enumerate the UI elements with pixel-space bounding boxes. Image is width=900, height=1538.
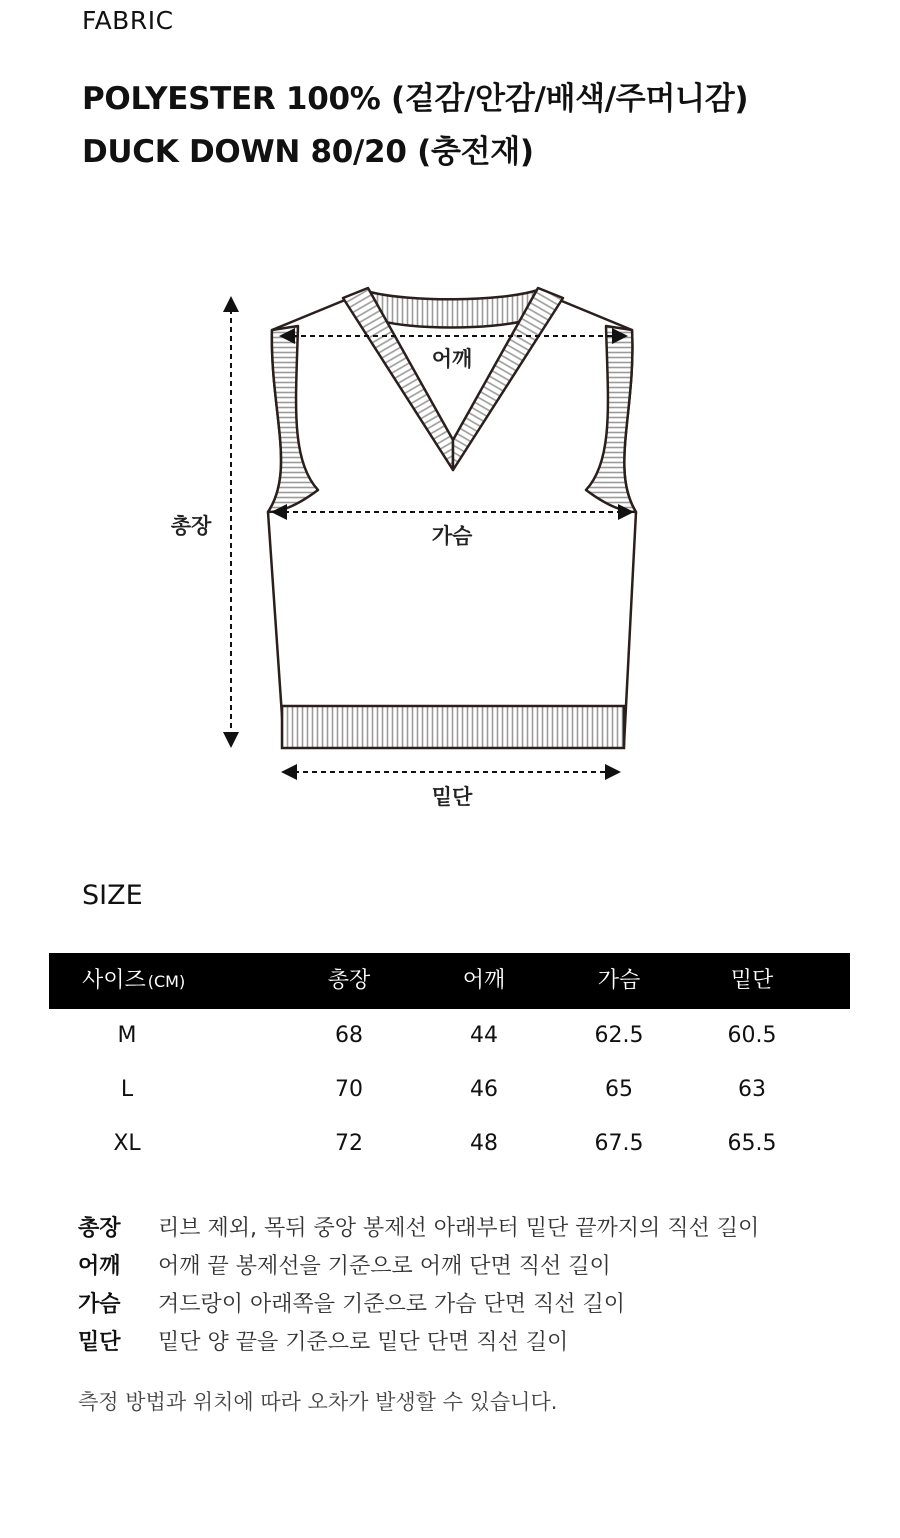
cell-length: 68 [335,1023,363,1048]
cell-length: 70 [335,1077,363,1102]
shoulder-label: 어깨 [431,347,473,371]
cell-shoulder: 48 [470,1131,498,1156]
table-row [49,1063,850,1117]
size-table [49,953,850,1171]
note-desc: 겨드랑이 아래쪽을 기준으로 가슴 단면 직선 길이 [158,1292,626,1317]
measurement-notes [78,1210,878,1362]
table-row [49,1117,850,1171]
length-label: 총장 [170,514,212,538]
header-shoulder: 어깨 [462,968,506,993]
back-neck-rib [370,290,538,328]
fabric-heading: FABRIC [82,6,174,35]
cell-shoulder: 44 [470,1023,498,1048]
note-term: 총장 [78,1216,121,1241]
note-chest [78,1286,878,1324]
cell-chest: 65 [605,1077,633,1102]
note-desc: 밑단 양 끝을 기준으로 밑단 단면 직선 길이 [158,1330,569,1355]
cell-shoulder: 46 [470,1077,498,1102]
note-term: 어깨 [78,1254,121,1279]
header-hem: 밑단 [730,968,774,993]
hem-label: 밑단 [431,785,473,809]
note-length [78,1210,878,1248]
cell-chest: 62.5 [594,1023,644,1048]
cell-size: XL [113,1131,141,1156]
measurement-disclaimer: 측정 방법과 위치에 따라 오차가 발생할 수 있습니다. [78,1390,558,1414]
note-desc: 리브 제외, 목뒤 중앙 봉제선 아래부터 밑단 끝까지의 직선 길이 [158,1216,760,1241]
header-unit: (CM) [147,972,186,991]
note-term: 밑단 [78,1330,121,1355]
header-length: 총장 [327,968,371,993]
fabric-composition-shell: POLYESTER 100% (겉감/안감/배색/주머니감) [82,81,749,117]
chest-label: 가슴 [431,524,473,548]
cell-size: M [117,1023,137,1048]
cell-hem: 63 [738,1077,766,1102]
hem-rib [282,706,624,748]
size-heading: SIZE [82,880,143,911]
cell-chest: 67.5 [594,1131,644,1156]
cell-hem: 60.5 [727,1023,777,1048]
note-term: 가슴 [78,1292,121,1317]
cell-size: L [120,1077,134,1102]
note-hem [78,1324,878,1362]
fabric-composition-fill: DUCK DOWN 80/20 (충전재) [82,134,534,170]
table-row [49,1009,850,1063]
note-shoulder [78,1248,878,1286]
cell-hem: 65.5 [727,1131,777,1156]
size-table-header [49,953,850,1009]
cell-length: 72 [335,1131,363,1156]
note-desc: 어깨 끝 봉제선을 기준으로 어깨 단면 직선 길이 [158,1254,611,1279]
header-chest: 가슴 [597,968,641,993]
header-size: 사이즈 (CM) [82,968,186,993]
